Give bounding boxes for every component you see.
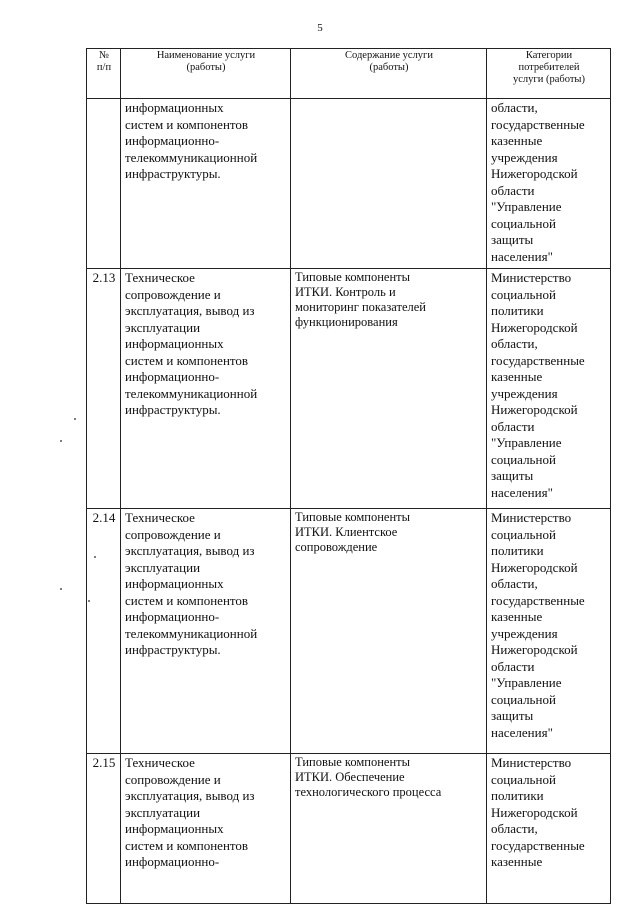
consumer-category-cell-line: казенные bbox=[491, 369, 543, 384]
consumer-category-cell-line: казенные bbox=[491, 609, 543, 624]
consumer-category-cell-line: Министерство bbox=[491, 270, 572, 285]
header-consumer-category bbox=[487, 49, 611, 99]
service-content-cell-line: ИТКИ. Клиентское bbox=[295, 525, 398, 539]
service-name-cell-line: информационно- bbox=[125, 133, 220, 148]
service-content-cell-line: Типовые компоненты bbox=[295, 510, 411, 524]
service-name-cell-line: Техническое bbox=[125, 755, 195, 770]
service-name-cell-line: эксплуатации bbox=[125, 559, 201, 575]
service-name-cell-line: эксплуатации bbox=[125, 319, 201, 335]
scan-speck bbox=[74, 418, 76, 420]
header-category-line: услуги (работы) bbox=[513, 74, 585, 85]
consumer-category-cell-line: казенные bbox=[491, 854, 543, 869]
service-content-cell bbox=[291, 269, 487, 509]
row-number: 2.14 bbox=[87, 509, 121, 754]
consumer-category-cell-line: защиты bbox=[491, 232, 534, 247]
table-row bbox=[87, 754, 611, 904]
service-name-cell-line: инфраструктуры. bbox=[125, 166, 221, 181]
service-name-cell-line: эксплуатация, вывод из bbox=[125, 303, 255, 318]
scan-speck bbox=[88, 600, 90, 602]
consumer-category-cell-line: области, bbox=[491, 336, 538, 351]
service-name-cell-line: сопровождение и bbox=[125, 771, 221, 787]
header-name-line: (работы) bbox=[186, 62, 226, 73]
table-row bbox=[87, 509, 611, 754]
service-name-cell-line: телекоммуникационной bbox=[125, 625, 258, 641]
service-name-cell-line: систем и компонентов bbox=[125, 592, 249, 608]
consumer-category-cell bbox=[487, 509, 611, 754]
service-content-cell bbox=[291, 754, 487, 904]
consumer-category-cell-line: области, bbox=[491, 821, 538, 836]
row-number: 2.13 bbox=[87, 269, 121, 509]
consumer-category-cell-line: Министерство bbox=[491, 510, 572, 525]
service-name-cell-line: эксплуатации bbox=[125, 804, 201, 820]
service-content-cell-line: ИТКИ. Контроль и bbox=[295, 285, 396, 299]
table-body bbox=[87, 99, 611, 904]
service-name-cell-line: систем и компонентов bbox=[125, 116, 249, 132]
consumer-category-cell-line: защиты bbox=[491, 708, 534, 723]
consumer-category-cell-line: социальной bbox=[491, 451, 556, 467]
header-content-line: (работы) bbox=[369, 62, 409, 73]
header-num bbox=[87, 49, 121, 99]
consumer-category-cell-line: области, bbox=[491, 576, 538, 591]
header-num-line: п/п bbox=[96, 62, 112, 73]
service-name-cell-line: телекоммуникационной bbox=[125, 385, 258, 401]
service-name-cell bbox=[121, 99, 291, 269]
service-name-cell-line: Техническое bbox=[125, 270, 195, 285]
consumer-category-cell-line: социальной bbox=[491, 526, 556, 542]
consumer-category-cell-line: социальной bbox=[491, 215, 556, 231]
service-content-cell-line: мониторинг показателей bbox=[295, 300, 426, 314]
header-category-line: потребителей bbox=[518, 62, 580, 73]
header-service-name bbox=[121, 49, 291, 99]
service-content-cell-line: ИТКИ. Обеспечение bbox=[295, 770, 405, 784]
consumer-category-cell-line: населения" bbox=[491, 724, 553, 740]
service-name-cell-line: информационных bbox=[125, 576, 224, 591]
consumer-category-cell-line: Нижегородской bbox=[491, 804, 578, 820]
page-number: 5 bbox=[317, 22, 323, 34]
consumer-category-cell-line: государственные bbox=[491, 837, 585, 853]
row-number bbox=[87, 99, 121, 269]
service-content-cell bbox=[291, 509, 487, 754]
service-name-cell-line: информационно- bbox=[125, 369, 220, 384]
consumer-category-cell-line: политики bbox=[491, 303, 544, 318]
consumer-category-cell-line: населения" bbox=[491, 248, 553, 264]
header-num-line: № bbox=[98, 50, 110, 61]
consumer-category-cell-line: Министерство bbox=[491, 755, 572, 770]
table-row bbox=[87, 99, 611, 269]
service-content-cell bbox=[291, 99, 487, 269]
consumer-category-cell-line: государственные bbox=[491, 352, 585, 368]
consumer-category-cell-line: области, bbox=[491, 100, 538, 115]
table-row bbox=[87, 269, 611, 509]
consumer-category-cell-line: Нижегородской bbox=[491, 402, 578, 417]
service-content-cell-line: сопровождение bbox=[295, 540, 378, 554]
consumer-category-cell-line: "Управление bbox=[491, 435, 562, 450]
header-name-line: Наименование услуги bbox=[156, 50, 256, 61]
consumer-category-cell-line: социальной bbox=[491, 286, 556, 302]
consumer-category-cell-line: области bbox=[491, 658, 535, 674]
service-name-cell-line: систем и компонентов bbox=[125, 837, 249, 853]
service-name-cell-line: информационно- bbox=[125, 854, 220, 869]
service-name-cell bbox=[121, 754, 291, 904]
service-name-cell-line: информационных bbox=[125, 100, 224, 115]
consumer-category-cell-line: политики bbox=[491, 543, 544, 558]
consumer-category-cell-line: защиты bbox=[491, 468, 534, 483]
service-name-cell-line: информационных bbox=[125, 336, 224, 351]
scan-speck bbox=[60, 588, 62, 590]
services-table bbox=[86, 48, 611, 904]
service-name-cell-line: сопровождение и bbox=[125, 286, 221, 302]
service-name-cell-line: эксплуатация, вывод из bbox=[125, 543, 255, 558]
service-name-cell bbox=[121, 509, 291, 754]
consumer-category-cell-line: области bbox=[491, 418, 535, 434]
consumer-category-cell-line: учреждения bbox=[491, 625, 558, 641]
consumer-category-cell-line: учреждения bbox=[491, 385, 558, 401]
service-name-cell-line: информационных bbox=[125, 821, 224, 836]
consumer-category-cell-line: области bbox=[491, 182, 535, 198]
service-name-cell-line: телекоммуникационной bbox=[125, 149, 258, 165]
scan-speck bbox=[94, 556, 96, 558]
consumer-category-cell bbox=[487, 269, 611, 509]
consumer-category-cell bbox=[487, 754, 611, 904]
service-content-cell-line: функционирования bbox=[295, 315, 398, 329]
header-service-content bbox=[291, 49, 487, 99]
header-content-line: Содержание услуги bbox=[345, 50, 433, 61]
service-name-cell-line: сопровождение и bbox=[125, 526, 221, 542]
service-name-cell bbox=[121, 269, 291, 509]
service-content-cell-line: Типовые компоненты bbox=[295, 270, 411, 284]
scan-speck bbox=[60, 440, 62, 442]
service-name-cell-line: инфраструктуры. bbox=[125, 642, 221, 657]
consumer-category-cell-line: государственные bbox=[491, 116, 585, 132]
row-number: 2.15 bbox=[87, 754, 121, 904]
consumer-category-cell-line: Нижегородской bbox=[491, 559, 578, 575]
consumer-category-cell-line: населения" bbox=[491, 484, 553, 500]
consumer-category-cell-line: Нижегородской bbox=[491, 642, 578, 657]
service-name-cell-line: инфраструктуры. bbox=[125, 402, 221, 417]
service-name-cell-line: систем и компонентов bbox=[125, 352, 249, 368]
consumer-category-cell-line: Нижегородской bbox=[491, 166, 578, 181]
header-category-line: Категории bbox=[525, 50, 573, 61]
service-name-cell-line: эксплуатация, вывод из bbox=[125, 788, 255, 803]
consumer-category-cell-line: социальной bbox=[491, 771, 556, 787]
service-content-cell-line: Типовые компоненты bbox=[295, 755, 411, 769]
consumer-category-cell-line: казенные bbox=[491, 133, 543, 148]
consumer-category-cell-line: учреждения bbox=[491, 149, 558, 165]
consumer-category-cell-line: "Управление bbox=[491, 675, 562, 690]
consumer-category-cell-line: государственные bbox=[491, 592, 585, 608]
service-content-cell-line: технологического процесса bbox=[295, 785, 442, 799]
consumer-category-cell bbox=[487, 99, 611, 269]
consumer-category-cell-line: "Управление bbox=[491, 199, 562, 214]
table-header-row bbox=[87, 49, 611, 99]
consumer-category-cell-line: политики bbox=[491, 788, 544, 803]
service-name-cell-line: информационно- bbox=[125, 609, 220, 624]
consumer-category-cell-line: Нижегородской bbox=[491, 319, 578, 335]
consumer-category-cell-line: социальной bbox=[491, 691, 556, 707]
service-name-cell-line: Техническое bbox=[125, 510, 195, 525]
